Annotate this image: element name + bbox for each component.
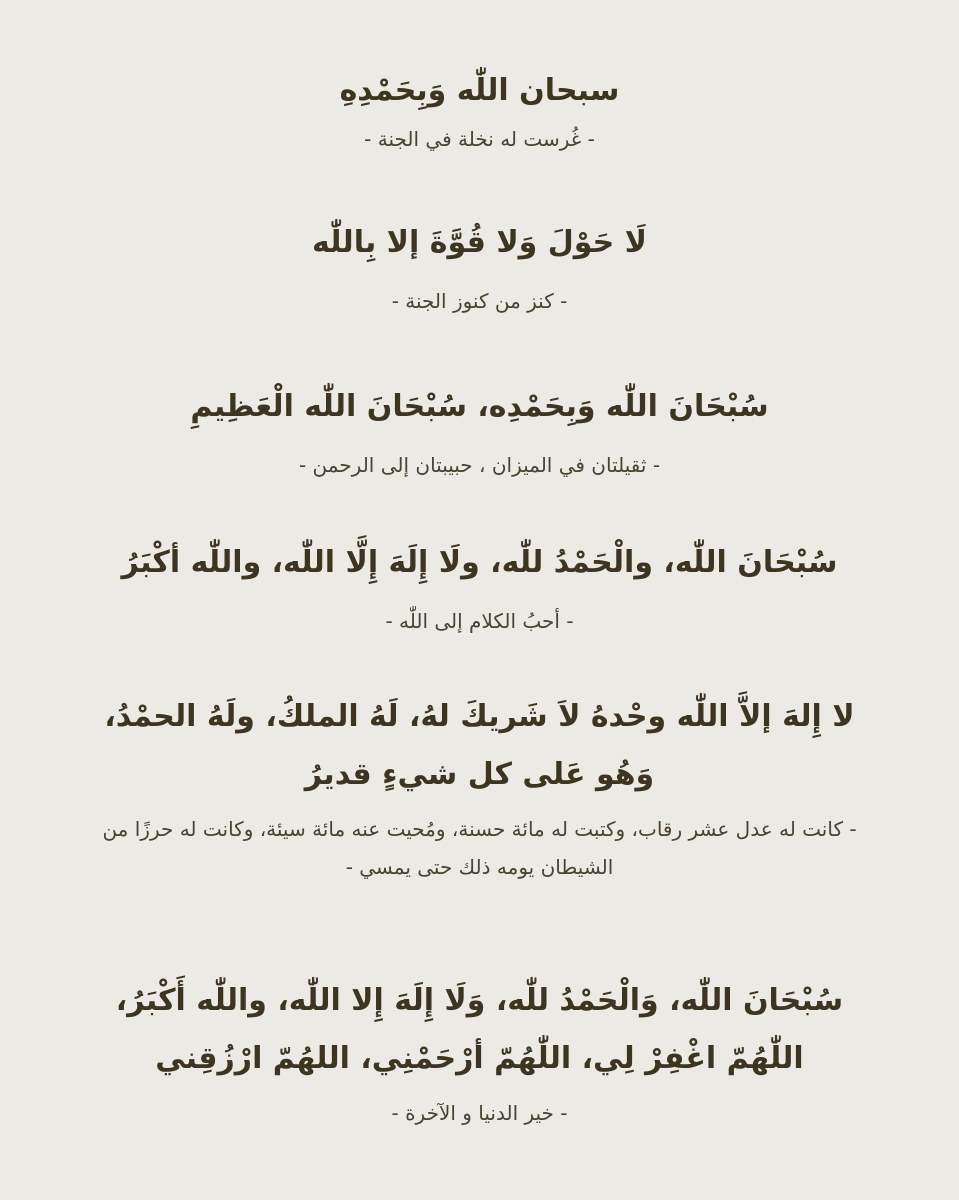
virtue-text: - كانت له عدل عشر رقاب، وكتبت له مائة حسنة، ومُحيت عنه مائة سيئة، وكانت له حرزًا من الشيطان يومه ذلك حتى يمسي -: [102, 817, 857, 879]
dhikr-text: سُبْحَانَ اللّٰه، وَالْحَمْدُ للّٰه، وَلَا إِلَهَ إِلا اللّٰه، واللّٰه أَكْبَرُ، اللّٰهُمّ اغْفِرْ لِي، اللّٰهُمّ أرْحَمْنِي، اللهُمّ ارْزُقِني: [115, 983, 844, 1076]
dhikr-block: [90, 214, 869, 320]
dhikr-block: [90, 972, 869, 1132]
virtue-text: - خير الدنيا و الآخرة -: [391, 1101, 568, 1125]
dhikr-text: لَا حَوْلَ وَلا قُوَّةَ إلا بِاللّٰه: [311, 225, 648, 260]
dhikr-block: [90, 688, 869, 886]
dhikr-text: سُبْحَانَ اللّٰه، والْحَمْدُ للّٰه، ولَا إِلَهَ إِلَّا اللّٰه، واللّٰه أكْبَرُ: [121, 545, 838, 580]
dhikr-block: [90, 378, 869, 484]
virtue-text: - ثقيلتان في الميزان ، حبيبتان إلى الرحمن -: [298, 453, 661, 477]
dhikr-text: سُبْحَانَ اللّٰه وَبِحَمْدِه، سُبْحَانَ اللّٰه الْعَظِيمِ: [190, 389, 769, 424]
dhikr-text: سبحان اللّٰه وَبِحَمْدِهِ: [339, 73, 620, 108]
dhikr-block: [90, 62, 869, 158]
dhikr-block: [90, 534, 869, 640]
virtue-text: - غُرست له نخلة في الجنة -: [364, 127, 595, 151]
dhikr-text: لا إِلهَ إلاَّ اللّٰه وحْدهُ لاَ شَريكَ لهُ، لَهُ الملكُ، ولَهُ الحمْدُ، وَهُو عَلى كل شيءٍ قديرُ: [104, 699, 855, 792]
virtue-text: - أحبُ الكلام إلى اللّٰه -: [385, 609, 574, 633]
virtue-text: - كنز من كنوز الجنة -: [391, 289, 568, 313]
